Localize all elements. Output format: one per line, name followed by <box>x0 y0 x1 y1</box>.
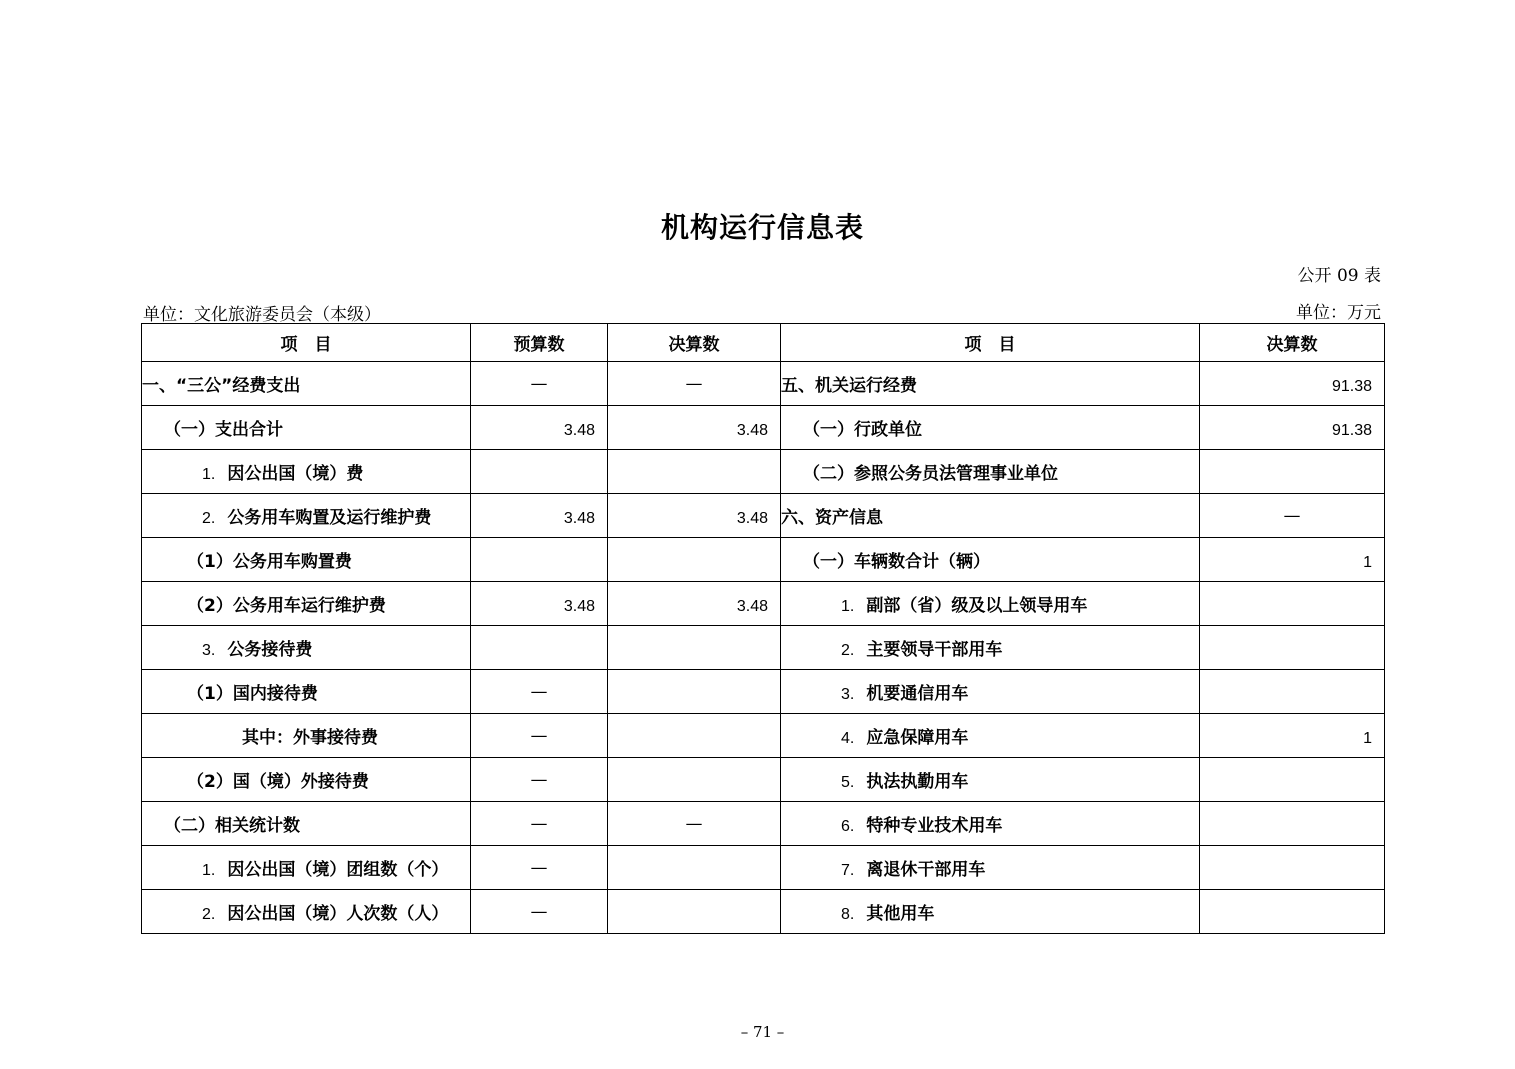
table-row <box>142 406 1385 450</box>
right-item-seq: 1. <box>841 598 855 615</box>
left-item-seq: 1. <box>202 466 216 483</box>
right-item-cell <box>781 450 1200 494</box>
budget-cell: — <box>471 714 608 758</box>
left-item-label: （2）国（境）外接待费 <box>187 772 369 792</box>
right-item-cell <box>781 582 1200 626</box>
right-item-cell <box>781 626 1200 670</box>
table-row <box>142 626 1385 670</box>
final-left-cell: 3.48 <box>608 582 781 626</box>
left-item-cell <box>142 582 471 626</box>
table-row <box>142 538 1385 582</box>
left-item-seq: 3. <box>202 642 216 659</box>
left-item-label: 因公出国（境）人次数（人） <box>227 904 449 924</box>
right-item-label: （一）车辆数合计（辆） <box>803 552 990 572</box>
right-item-seq: 3. <box>841 686 855 703</box>
budget-cell: — <box>471 802 608 846</box>
page-number: – 71 – <box>740 1023 785 1041</box>
right-item-cell <box>781 538 1200 582</box>
left-item-cell <box>142 802 471 846</box>
budget-cell: 3.48 <box>471 406 608 450</box>
left-item-seq: 2. <box>202 510 216 527</box>
table-row <box>142 582 1385 626</box>
table-row <box>142 758 1385 802</box>
right-item-label: 执法执勤用车 <box>866 772 969 792</box>
right-item-seq: 8. <box>841 906 855 923</box>
final-left-cell: — <box>608 362 781 406</box>
right-item-seq: 5. <box>841 774 855 791</box>
final-left-cell <box>608 714 781 758</box>
right-item-cell <box>781 714 1200 758</box>
final-right-cell <box>1200 758 1385 802</box>
right-item-label: 机要通信用车 <box>866 684 969 704</box>
right-item-label: 五、机关运行经费 <box>781 376 917 396</box>
final-left-cell <box>608 626 781 670</box>
right-item-label: 主要领导干部用车 <box>866 640 1003 660</box>
table-row <box>142 714 1385 758</box>
right-item-label: 应急保障用车 <box>866 728 969 748</box>
table-row <box>142 494 1385 538</box>
header-budget: 预算数 <box>471 324 608 362</box>
final-right-cell <box>1200 450 1385 494</box>
final-left-cell <box>608 758 781 802</box>
budget-cell: — <box>471 362 608 406</box>
form-number: 公开 09 表 <box>1297 266 1381 286</box>
right-item-label: 特种专业技术用车 <box>866 816 1003 836</box>
left-item-cell <box>142 362 471 406</box>
final-left-cell <box>608 846 781 890</box>
left-item-cell <box>142 538 471 582</box>
budget-cell <box>471 626 608 670</box>
left-item-cell <box>142 406 471 450</box>
table-header-row <box>142 324 1385 362</box>
budget-cell: — <box>471 758 608 802</box>
table-row <box>142 802 1385 846</box>
info-table <box>141 323 1385 934</box>
left-item-cell <box>142 846 471 890</box>
final-right-cell <box>1200 890 1385 934</box>
header-final-right: 决算数 <box>1200 324 1385 362</box>
final-left-cell: — <box>608 802 781 846</box>
left-item-label: 因公出国（境）费 <box>227 464 364 484</box>
table-row <box>142 890 1385 934</box>
left-item-label: 因公出国（境）团组数（个） <box>227 860 449 880</box>
reporting-unit: 单位：文化旅游委员会（本级） <box>143 305 381 325</box>
left-item-cell <box>142 890 471 934</box>
right-item-seq: 6. <box>841 818 855 835</box>
table-row <box>142 450 1385 494</box>
budget-cell <box>471 450 608 494</box>
left-item-label: 其中：外事接待费 <box>242 728 378 748</box>
final-left-cell: 3.48 <box>608 494 781 538</box>
left-item-cell <box>142 450 471 494</box>
left-item-cell <box>142 626 471 670</box>
page-title: 机构运行信息表 <box>660 211 864 244</box>
left-item-seq: 1. <box>202 862 216 879</box>
table-row <box>142 846 1385 890</box>
right-item-seq: 4. <box>841 730 855 747</box>
left-item-label: 一、“三公”经费支出 <box>142 376 301 396</box>
left-item-seq: 2. <box>202 906 216 923</box>
budget-cell: 3.48 <box>471 494 608 538</box>
right-item-cell <box>781 670 1200 714</box>
final-left-cell <box>608 670 781 714</box>
header-item-left: 项 目 <box>142 324 471 362</box>
left-item-cell <box>142 758 471 802</box>
currency-unit: 单位：万元 <box>1296 303 1381 323</box>
left-item-label: （1）公务用车购置费 <box>187 552 352 572</box>
right-item-cell <box>781 406 1200 450</box>
final-right-cell: 1 <box>1200 538 1385 582</box>
right-item-label: （一）行政单位 <box>803 420 922 440</box>
budget-cell: — <box>471 890 608 934</box>
right-item-cell <box>781 494 1200 538</box>
table-row <box>142 362 1385 406</box>
right-item-cell <box>781 890 1200 934</box>
final-right-cell <box>1200 582 1385 626</box>
left-item-label: （一）支出合计 <box>164 420 283 440</box>
final-left-cell <box>608 538 781 582</box>
left-item-cell <box>142 494 471 538</box>
final-right-cell <box>1200 626 1385 670</box>
left-item-label: 公务用车购置及运行维护费 <box>227 508 432 528</box>
left-item-label: （二）相关统计数 <box>164 816 300 836</box>
right-item-label: 副部（省）级及以上领导用车 <box>866 596 1088 616</box>
final-right-cell <box>1200 670 1385 714</box>
final-left-cell <box>608 890 781 934</box>
final-right-cell: 1 <box>1200 714 1385 758</box>
left-item-cell <box>142 670 471 714</box>
right-item-cell <box>781 758 1200 802</box>
budget-cell: — <box>471 670 608 714</box>
budget-cell: — <box>471 846 608 890</box>
right-item-seq: 2. <box>841 642 855 659</box>
left-item-cell <box>142 714 471 758</box>
left-item-label: （1）国内接待费 <box>187 684 318 704</box>
right-item-label: （二）参照公务员法管理事业单位 <box>803 464 1058 484</box>
left-item-label: （2）公务用车运行维护费 <box>187 596 386 616</box>
budget-cell <box>471 538 608 582</box>
final-left-cell: 3.48 <box>608 406 781 450</box>
right-item-cell <box>781 846 1200 890</box>
left-item-label: 公务接待费 <box>227 640 313 660</box>
final-left-cell <box>608 450 781 494</box>
final-right-cell: 91.38 <box>1200 362 1385 406</box>
right-item-cell <box>781 362 1200 406</box>
header-item-right: 项 目 <box>781 324 1200 362</box>
right-item-label: 离退休干部用车 <box>866 860 986 880</box>
right-item-label: 六、资产信息 <box>781 508 883 528</box>
final-right-cell <box>1200 802 1385 846</box>
final-right-cell: 91.38 <box>1200 406 1385 450</box>
budget-cell: 3.48 <box>471 582 608 626</box>
final-right-cell: — <box>1200 494 1385 538</box>
final-right-cell <box>1200 846 1385 890</box>
right-item-seq: 7. <box>841 862 855 879</box>
header-final-left: 决算数 <box>608 324 781 362</box>
right-item-cell <box>781 802 1200 846</box>
table-row <box>142 670 1385 714</box>
right-item-label: 其他用车 <box>866 904 935 924</box>
